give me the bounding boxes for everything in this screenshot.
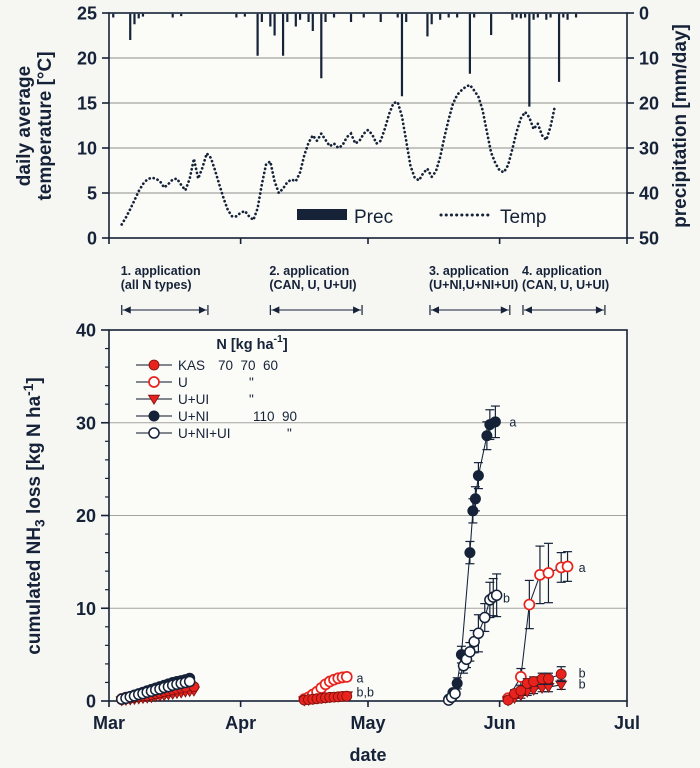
legend-label: KAS xyxy=(178,358,206,373)
svg-text:cumulated NH3 loss [kg N ha-1]: cumulated $NH_3$ loss [kg N $ha^{-1}$] xyxy=(21,377,48,655)
temp-legend-label: Temp xyxy=(500,207,547,228)
application-subtitle: (CAN, U, U+UI) xyxy=(521,278,610,292)
nh3-axis-title xyxy=(21,377,48,654)
month-label: May xyxy=(350,713,386,733)
nh3-loss-chart xyxy=(0,258,700,768)
precip-tick-label: 10 xyxy=(639,48,660,69)
month-label: Jun xyxy=(483,713,516,733)
legend-amount: " xyxy=(249,392,254,407)
sig-label: a xyxy=(356,671,364,686)
legend-amount: 70 70 60 xyxy=(218,358,279,373)
temp-tick-label: 5 xyxy=(86,183,97,204)
plot-area xyxy=(109,13,627,238)
legend-amount: 110 90 xyxy=(253,409,298,424)
month-label: Apr xyxy=(225,713,257,733)
application-annotations xyxy=(121,264,609,315)
svg-text:daily average: daily average xyxy=(14,65,35,187)
temp-tick-label: 10 xyxy=(76,138,97,159)
nh3-tick-label: 40 xyxy=(75,320,96,341)
application-subtitle: (CAN, U, U+UI) xyxy=(269,278,357,292)
svg-text:temperature [°C]: temperature [°C] xyxy=(35,51,56,201)
sig-label: a xyxy=(578,560,586,575)
temp-axis-title xyxy=(14,51,56,200)
nh3-tick-label: 30 xyxy=(75,413,96,434)
sig-label: b xyxy=(503,591,510,606)
prec-legend-label: Prec xyxy=(354,207,394,228)
date-axis xyxy=(93,701,640,765)
application-subtitle: (U+NI,U+NI+UI) xyxy=(428,278,519,292)
temperature-precipitation-chart xyxy=(0,0,700,258)
svg-text:precipitation [mm/day]: precipitation [mm/day] xyxy=(670,24,691,228)
nh3-tick-label: 0 xyxy=(85,691,96,712)
application-title: 3. application xyxy=(428,264,509,278)
legend-header: N [kg $ha^{-1}$] xyxy=(216,334,288,353)
temp-tick-label: 25 xyxy=(76,3,97,24)
application-arrow xyxy=(430,305,510,315)
temp-tick-label: 15 xyxy=(76,93,97,114)
sig-label: b,b xyxy=(356,685,374,700)
date-axis-title: date xyxy=(349,745,387,765)
nh3-tick-label: 20 xyxy=(75,506,96,526)
application-subtitle: (all N types) xyxy=(120,278,192,292)
precip-tick-label: 40 xyxy=(639,183,660,204)
legend-label: U+NI+UI xyxy=(178,426,231,441)
legend-label: U+NI xyxy=(178,409,210,424)
legend-amount: " xyxy=(249,375,254,390)
nh3-tick-label: 10 xyxy=(75,598,96,619)
sig-label: a xyxy=(509,415,517,430)
sig-label: b xyxy=(578,666,586,681)
month-label: Mar xyxy=(92,713,126,733)
precip-tick-label: 30 xyxy=(639,138,660,159)
application-title: 4. application xyxy=(521,264,602,278)
application-arrow xyxy=(523,305,605,315)
nh3-axis xyxy=(76,321,109,712)
temp-tick-label: 0 xyxy=(86,228,97,249)
temp-axis xyxy=(77,4,109,249)
month-label: Jul xyxy=(613,713,641,733)
precip-tick-label: 50 xyxy=(639,228,660,249)
legend-amount: " xyxy=(287,426,292,441)
prec-swatch xyxy=(297,209,347,220)
precip-tick-label: 0 xyxy=(639,3,650,24)
temp-tick-label: 20 xyxy=(76,48,97,69)
application-title: 2. application xyxy=(269,264,350,278)
precip-tick-label: 20 xyxy=(639,93,660,114)
legend-label: U xyxy=(178,375,188,390)
sig-label: b xyxy=(578,677,586,692)
precip-axis xyxy=(627,4,659,249)
precip-axis-title xyxy=(670,24,691,228)
application-arrow xyxy=(270,305,362,315)
legend-label: U+UI xyxy=(178,392,210,407)
application-title: 1. application xyxy=(120,264,201,278)
application-arrow xyxy=(122,305,208,315)
